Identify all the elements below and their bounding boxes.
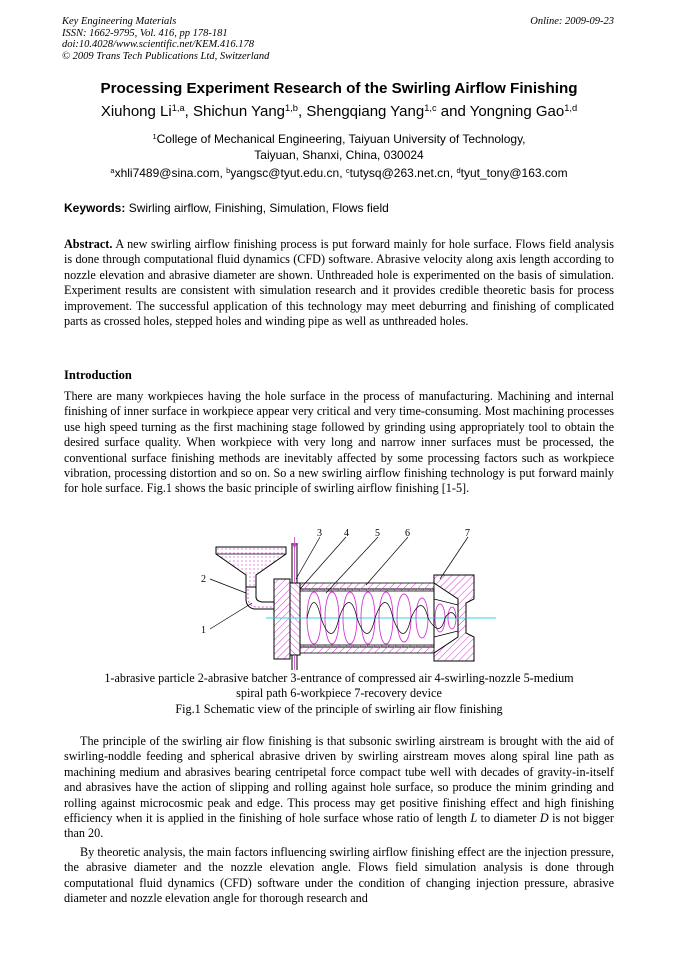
author-affil-mark: 1,a <box>171 102 185 113</box>
section-heading-introduction: Introduction <box>64 368 132 382</box>
author-affil-mark: 1,c <box>424 102 437 113</box>
author-affil-mark: 1,b <box>285 102 298 113</box>
email-mark: a <box>110 165 115 175</box>
issn-line: ISSN: 1662-9795, Vol. 416, pp 178-181 <box>62 27 228 39</box>
fig-label: 7 <box>465 528 470 539</box>
email-address[interactable]: tutysq@263.net.cn <box>349 166 450 180</box>
author-separator: , <box>184 103 193 120</box>
fig-label: 1 <box>201 625 206 636</box>
body-paragraph-2: By theoretic analysis, the main factors influencing swirling airflow finishing effect are the injection pressure, the abrasive diameter and the nozzle elevation angle. Flows field simulation analysis is done through computational fluid dynamics (CFD) software under the condition of changing injection pressure, abrasive diameter and nozzle elevation angle for thorough research and <box>64 845 614 906</box>
affiliation <box>0 131 678 163</box>
author-affil-mark: 1,d <box>564 102 578 113</box>
keywords-label: Keywords: <box>64 201 126 215</box>
fig-label: 5 <box>375 528 380 539</box>
body-text: is not bigger than 20. <box>64 811 614 841</box>
author-name: Xiuhong Li <box>100 103 172 120</box>
caption-title: Fig.1 Schematic view of the principle of swirling air flow finishing <box>175 701 503 716</box>
fig-label: 2 <box>201 574 206 585</box>
introduction-paragraph: There are many workpieces having the hole surface in the process of manufacturing. Machining and internal finishing of inner surface in workpiece appear very critical and very time-consuming. Most machining processes use high speed turning as the first machining stage followed by grinding using appropriately tool to obtain the desired surface quality. When workpiece with very long and narrow inner surfaces must be processed, the conventional surface finishing methods are inevitably affected by some processing factors such as workpiece vibration, processing distortion and so on. So a new swirling airflow finishing technology is put forward mainly for hole surface. Fig.1 shows the basic principle of swirling airflow finishing [1-5]. <box>64 389 614 496</box>
email-address[interactable]: xhli7489@sina.com <box>114 166 220 180</box>
author-name: Shichun Yang <box>193 103 286 120</box>
author-separator: and <box>436 103 470 120</box>
author-separator: , <box>297 103 307 120</box>
fig-label: 6 <box>405 528 410 539</box>
caption-line-1: 1-abrasive particle 2-abrasive batcher 3-entrance of compressed air 4-swirling-nozzle 5-medium <box>104 671 574 685</box>
affil-line-1: College of Mechanical Engineering, Taiyuan University of Technology, <box>156 132 526 146</box>
author-name: Shengqiang Yang <box>306 103 425 120</box>
journal-header <box>62 16 269 62</box>
email-separator: , <box>339 166 346 180</box>
symbol-D: D <box>539 811 549 826</box>
journal-name: Key Engineering Materials <box>62 16 177 27</box>
symbol-L: L <box>470 811 478 826</box>
body-text: to diameter <box>477 811 540 826</box>
online-date: Online: 2009-09-23 <box>530 16 614 27</box>
body-paragraph-1 <box>64 734 614 842</box>
body-text: The principle of the swirling air flow finishing is that subsonic swirling airstream is brought with the aid of swirling-noddle feeding and spherical abrasive driven by swirling airstream moves along spiral line path as machining medium and abrasives bearing centripetal force compact tube well with decades of gravity-in-itself and abrasives have the action of slipping and rolling against hole surface, so produce the minim grinding and rolling against microcosmic peak and edge. This process may get positive finishing effect and high finishing efficiency when it is applied in the finishing of hole surface whose ratio of length <box>64 734 614 826</box>
swirling-nozzle-body <box>274 579 300 659</box>
affil-mark: 1 <box>152 131 157 141</box>
figure-1-schematic <box>196 527 496 670</box>
email-separator: , <box>219 166 227 180</box>
email-mark: c <box>345 165 350 175</box>
keywords-text: Swirling airflow, Finishing, Simulation, Flows field <box>125 201 389 215</box>
email-address[interactable]: tyut_tony@163.com <box>460 166 568 180</box>
fig-label: 3 <box>317 528 322 539</box>
email-list <box>0 166 678 180</box>
copyright-line: © 2009 Trans Tech Publications Ltd, Switzerland <box>62 50 270 62</box>
email-mark: b <box>226 165 231 175</box>
abstract <box>64 237 614 329</box>
affil-line-2: Taiyuan, Shanxi, China, 030024 <box>254 148 424 162</box>
caption-line-2: spiral path 6-workpiece 7-recovery device <box>236 686 442 701</box>
figure-caption <box>64 671 614 717</box>
email-mark: d <box>456 165 461 175</box>
author-name: Yongning Gao <box>469 103 565 120</box>
paper-title: Processing Experiment Research of the Swirling Airflow Finishing <box>100 80 578 97</box>
email-address[interactable]: yangsc@tyut.edu.cn <box>230 166 340 180</box>
author-list <box>0 103 678 120</box>
doi-line: doi:10.4028/www.scientific.net/KEM.416.178 <box>62 39 254 51</box>
keywords <box>64 201 389 215</box>
fig-label: 4 <box>344 528 349 539</box>
email-separator: , <box>449 166 457 180</box>
abstract-label: Abstract. <box>64 237 113 251</box>
abstract-text: A new swirling airflow finishing process is put forward mainly for hole surface. Flows field analysis is done through computational fluid dynamics (CFD) software. Abrasive velocity along axis length according to nozzle elevation and abrasive diameter are shown. Unthreaded hole is experimented on the basis of simulation. Experiment results are consistent with simulation research and it provides credible theoretic basis for process improvement. The successful application of this technology may meet deburring and finishing of complicated parts as crossed holes, stepped holes and winding pipe as well as unthreaded holes. <box>64 237 614 329</box>
